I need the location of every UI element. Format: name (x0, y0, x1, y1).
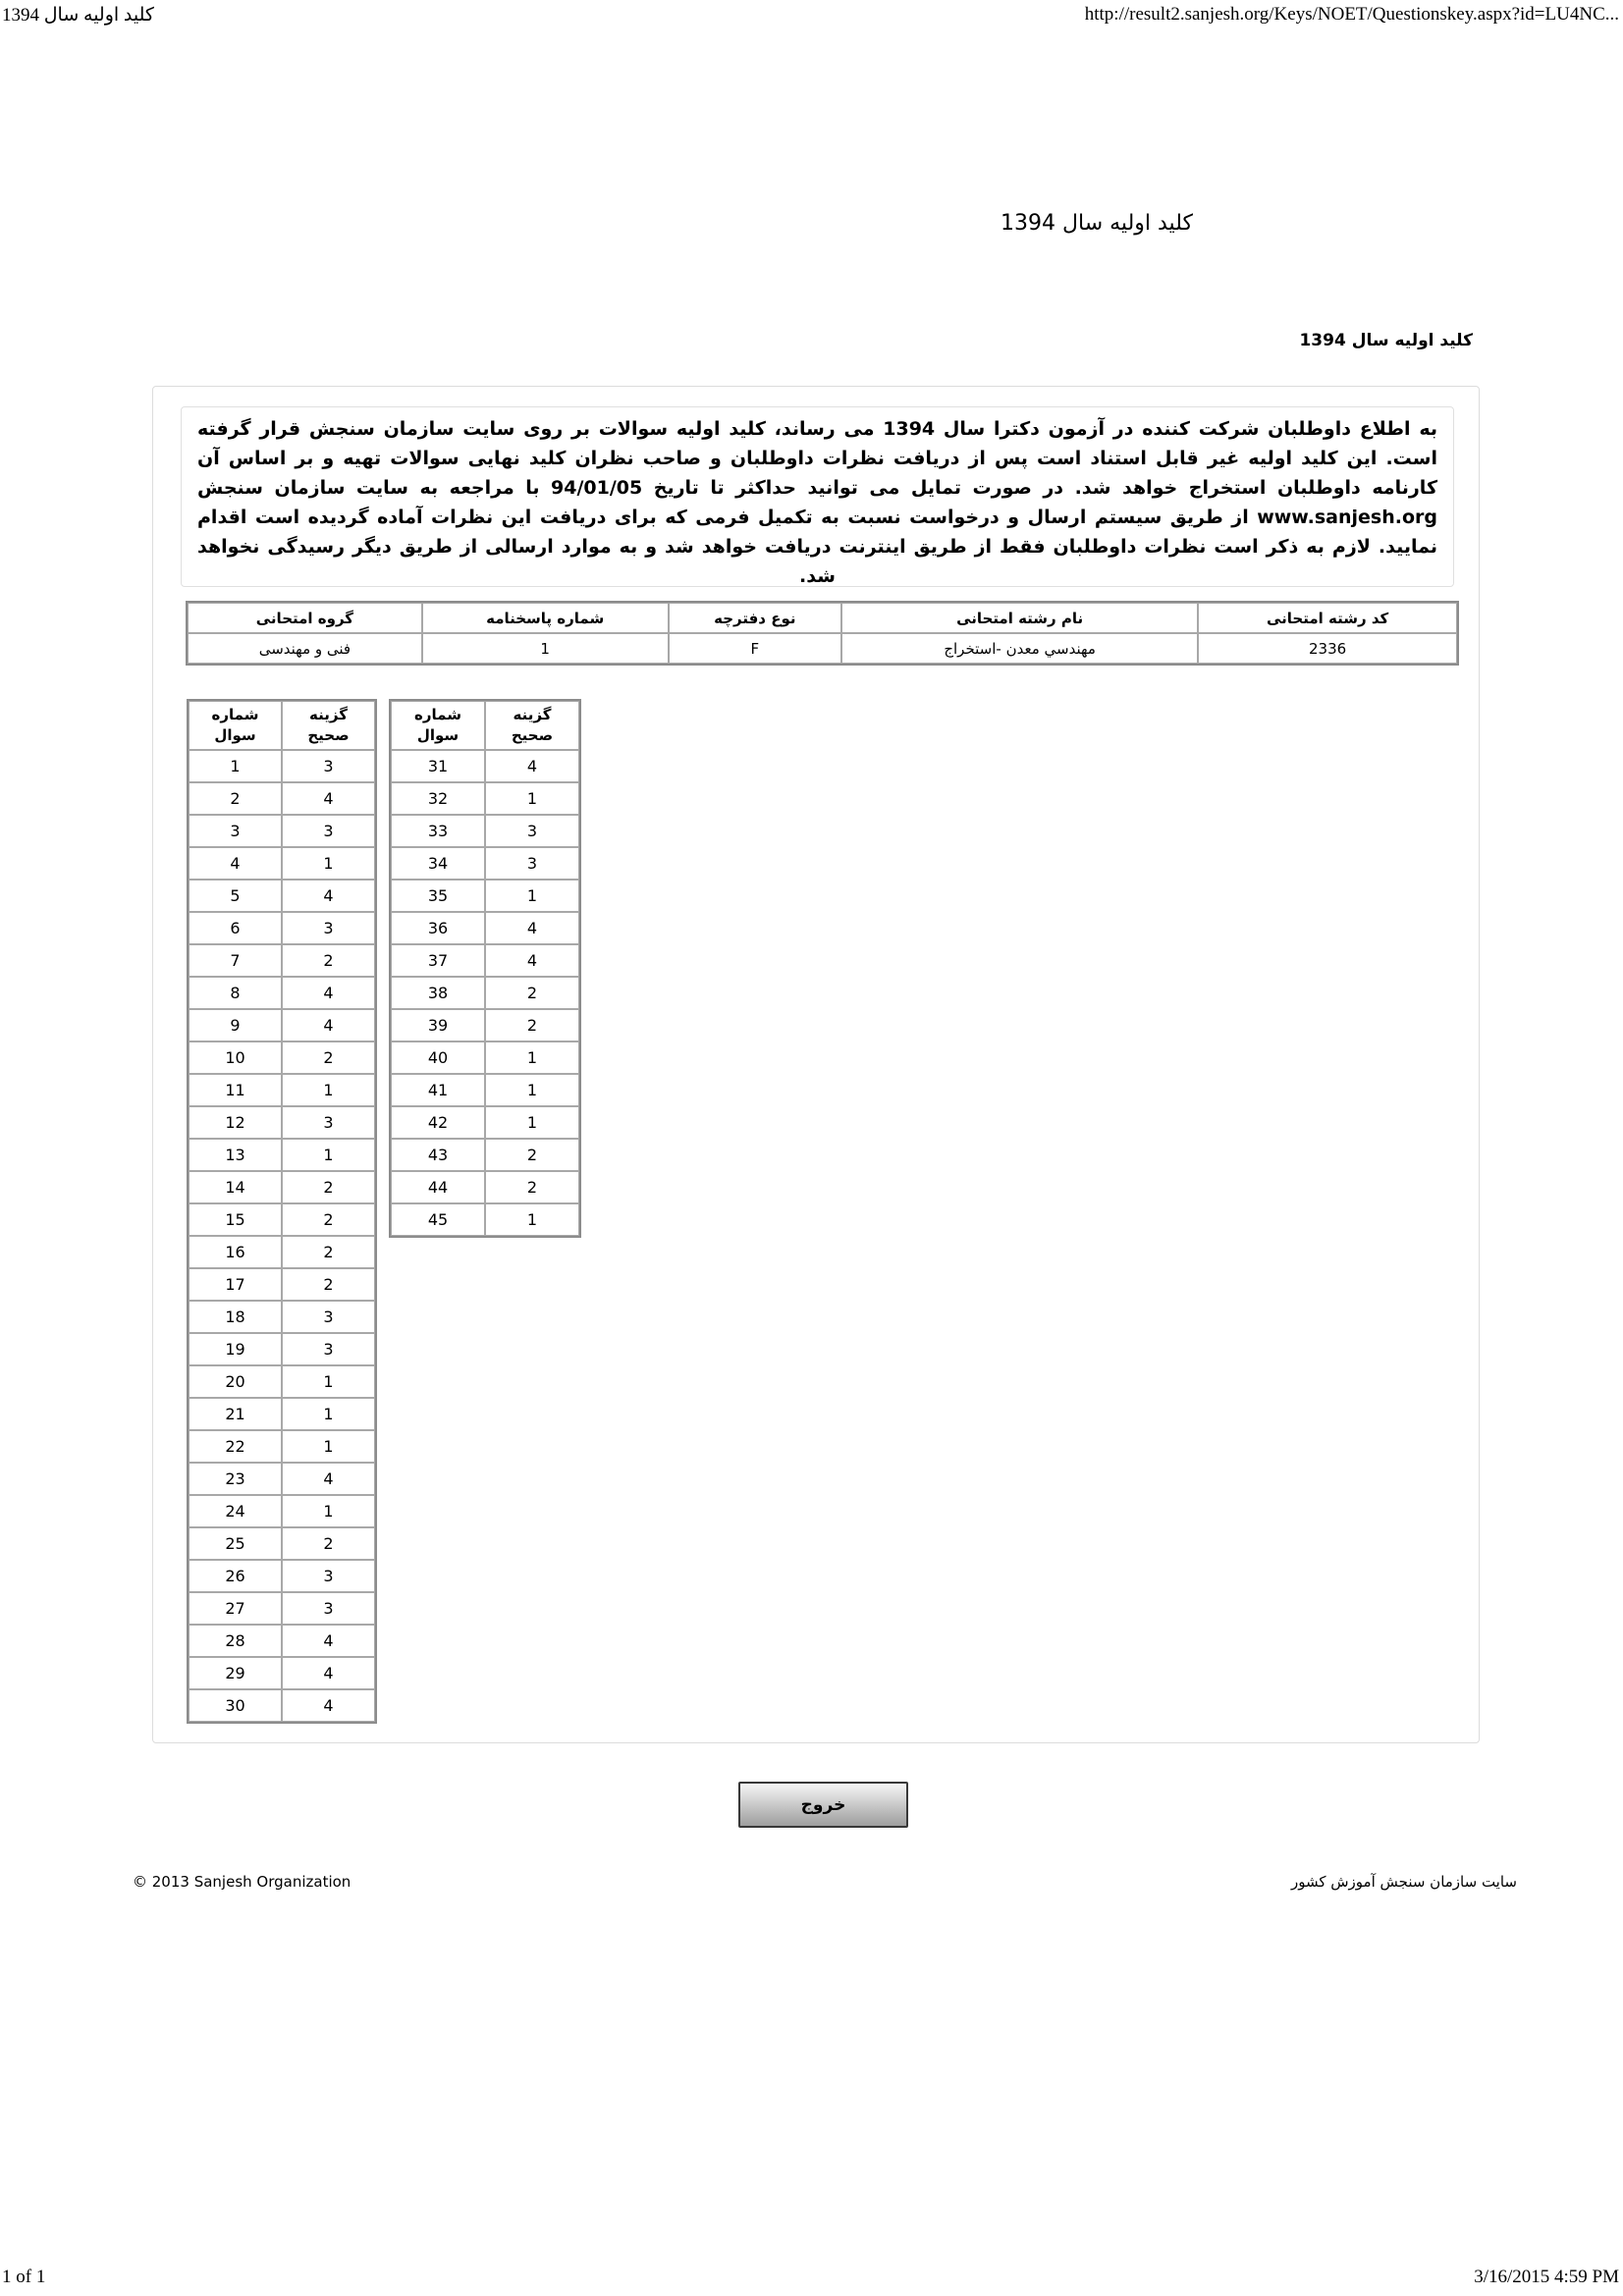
info-answersheet-number: 1 (422, 633, 669, 664)
copyright-text: © 2013 Sanjesh Organization (133, 1873, 352, 1891)
question-number: 20 (189, 1365, 282, 1398)
question-number: 6 (189, 912, 282, 944)
notice-text: به اطلاع داوطلبان شرکت کننده در آزمون دکترا سال 1394 می رساند، کلید اولیه سوالات بر روی سایت سازمان سنجش قرار گرفته است. این کلید اولیه غیر قابل استناد است پس از دریافت نظرات داوطلبان و صاحب نظران کلید نهایی سوالات تهیه و بر اساس آن کارنامه داوطلبان استخراج خواهد شد. در صورت تمایل می توانید حداکثر تا تاریخ 94/01/05 با مراجعه به سایت سازمان سنجش www.sanjesh.org از طریق سیستم ارسال و درخواست نسبت به تکمیل فرمی که برای دریافت این نظرات آماده گردیده است اقدام نمایید. لازم به ذکر است نظرات داوطلبان فقط از طریق اینترنت دریافت خواهد شد و به موارد ارسالی از طریق دیگر رسیدگی نخواهد شد. (181, 406, 1454, 587)
correct-option: 1 (485, 880, 579, 912)
site-name-text: سایت سازمان سنجش آموزش کشور (1290, 1873, 1517, 1891)
info-data-row (188, 633, 1457, 664)
print-datetime: 3/16/2015 4:59 PM (1474, 2267, 1619, 2287)
answer-row (189, 847, 375, 880)
question-number: 39 (391, 1009, 485, 1041)
correct-option: 3 (282, 912, 375, 944)
correct-option: 3 (485, 815, 579, 847)
answer-row (391, 1171, 579, 1203)
question-number: 24 (189, 1495, 282, 1527)
correct-option: 2 (282, 1527, 375, 1560)
question-number: 7 (189, 944, 282, 977)
correct-option: 4 (282, 1689, 375, 1722)
question-number: 12 (189, 1106, 282, 1139)
question-number: 17 (189, 1268, 282, 1301)
answer-row (189, 1268, 375, 1301)
answer-row (189, 1365, 375, 1398)
correct-option-header: گزینه صحیح (485, 701, 579, 750)
question-number: 44 (391, 1171, 485, 1203)
info-header-field-name: نام رشته امتحانی (841, 603, 1198, 633)
answer-row (189, 1236, 375, 1268)
question-number: 42 (391, 1106, 485, 1139)
correct-option: 1 (282, 1139, 375, 1171)
question-number: 5 (189, 880, 282, 912)
key-header-row (189, 701, 375, 750)
answer-key-table-2 (389, 699, 581, 1238)
question-number-header: شماره سوال (189, 701, 282, 750)
answer-row (391, 880, 579, 912)
answer-row (189, 1495, 375, 1527)
question-number: 15 (189, 1203, 282, 1236)
print-header-title: کلید اولیه سال 1394 (2, 5, 154, 26)
answer-row (189, 1657, 375, 1689)
info-header-exam-code: کد رشته امتحانی (1198, 603, 1457, 633)
content-panel (152, 386, 1480, 1743)
question-number: 22 (189, 1430, 282, 1463)
correct-option: 4 (485, 944, 579, 977)
correct-option: 3 (485, 847, 579, 880)
info-header-row (188, 603, 1457, 633)
answer-row (391, 977, 579, 1009)
correct-option: 1 (485, 782, 579, 815)
correct-option: 2 (282, 944, 375, 977)
answer-row (391, 1139, 579, 1171)
answer-row (391, 1106, 579, 1139)
info-field-name: مهندسي معدن -استخراج (841, 633, 1198, 664)
answer-row (391, 782, 579, 815)
question-number: 34 (391, 847, 485, 880)
key-header-row (391, 701, 579, 750)
question-number: 31 (391, 750, 485, 782)
correct-option: 4 (282, 880, 375, 912)
correct-option: 4 (282, 977, 375, 1009)
question-number: 27 (189, 1592, 282, 1625)
correct-option: 1 (282, 1074, 375, 1106)
question-number: 36 (391, 912, 485, 944)
question-number: 45 (391, 1203, 485, 1236)
correct-option-header: گزینه صحیح (282, 701, 375, 750)
answer-row (391, 750, 579, 782)
correct-option: 3 (282, 750, 375, 782)
answer-row (189, 1139, 375, 1171)
question-number: 8 (189, 977, 282, 1009)
info-exam-code: 2336 (1198, 633, 1457, 664)
correct-option: 1 (282, 1398, 375, 1430)
info-booklet-type: F (669, 633, 842, 664)
question-number: 28 (189, 1625, 282, 1657)
question-number: 40 (391, 1041, 485, 1074)
correct-option: 3 (282, 1333, 375, 1365)
page-subtitle: کلید اولیه سال 1394 (1299, 331, 1473, 350)
answer-row (391, 1009, 579, 1041)
answer-row (189, 1398, 375, 1430)
answer-row (189, 1301, 375, 1333)
question-number: 37 (391, 944, 485, 977)
exit-button[interactable]: خروج (738, 1782, 908, 1828)
answer-row (189, 1074, 375, 1106)
info-header-booklet-type: نوع دفترچه (669, 603, 842, 633)
correct-option: 3 (282, 1592, 375, 1625)
question-number: 19 (189, 1333, 282, 1365)
correct-option: 3 (282, 1106, 375, 1139)
answer-row (189, 1560, 375, 1592)
print-header-url: http://result2.sanjesh.org/Keys/NOET/Questionskey.aspx?id=LU4NC... (1084, 4, 1619, 25)
question-number: 32 (391, 782, 485, 815)
question-number: 3 (189, 815, 282, 847)
info-header-exam-group: گروه امتحانی (188, 603, 422, 633)
answer-row (189, 912, 375, 944)
answer-row (189, 1592, 375, 1625)
question-number-header: شماره سوال (391, 701, 485, 750)
correct-option: 2 (282, 1171, 375, 1203)
answer-row (391, 815, 579, 847)
question-number: 18 (189, 1301, 282, 1333)
answer-row (189, 1203, 375, 1236)
correct-option: 2 (282, 1041, 375, 1074)
page-number: 1 of 1 (2, 2267, 46, 2287)
answer-row (189, 815, 375, 847)
answer-row (391, 847, 579, 880)
answer-row (189, 1625, 375, 1657)
question-number: 10 (189, 1041, 282, 1074)
question-number: 23 (189, 1463, 282, 1495)
correct-option: 4 (282, 1009, 375, 1041)
info-header-answersheet-number: شماره پاسخنامه (422, 603, 669, 633)
correct-option: 1 (485, 1203, 579, 1236)
info-exam-group: فنی و مهندسی (188, 633, 422, 664)
correct-option: 3 (282, 1560, 375, 1592)
question-number: 43 (391, 1139, 485, 1171)
answer-row (391, 1203, 579, 1236)
correct-option: 1 (485, 1074, 579, 1106)
answer-row (189, 1041, 375, 1074)
answer-key-table-1 (187, 699, 377, 1724)
question-number: 29 (189, 1657, 282, 1689)
question-number: 4 (189, 847, 282, 880)
correct-option: 2 (485, 1139, 579, 1171)
question-number: 35 (391, 880, 485, 912)
answer-row (189, 1689, 375, 1722)
correct-option: 2 (282, 1236, 375, 1268)
question-number: 1 (189, 750, 282, 782)
question-number: 14 (189, 1171, 282, 1203)
answer-row (189, 1527, 375, 1560)
answer-row (189, 1333, 375, 1365)
answer-row (189, 1106, 375, 1139)
answer-row (189, 880, 375, 912)
correct-option: 4 (282, 1463, 375, 1495)
answer-row (391, 912, 579, 944)
correct-option: 2 (485, 1171, 579, 1203)
question-number: 30 (189, 1689, 282, 1722)
correct-option: 2 (485, 977, 579, 1009)
correct-option: 2 (485, 1009, 579, 1041)
correct-option: 3 (282, 815, 375, 847)
question-number: 11 (189, 1074, 282, 1106)
correct-option: 1 (485, 1041, 579, 1074)
answer-row (391, 1041, 579, 1074)
answer-row (189, 977, 375, 1009)
page-title: کلید اولیه سال 1394 (1001, 211, 1193, 236)
answer-row (391, 944, 579, 977)
correct-option: 2 (282, 1268, 375, 1301)
question-number: 16 (189, 1236, 282, 1268)
answer-row (189, 1430, 375, 1463)
correct-option: 4 (282, 1657, 375, 1689)
correct-option: 1 (485, 1106, 579, 1139)
answer-row (189, 782, 375, 815)
answer-row (391, 1074, 579, 1106)
correct-option: 1 (282, 1365, 375, 1398)
question-number: 13 (189, 1139, 282, 1171)
question-number: 25 (189, 1527, 282, 1560)
question-number: 41 (391, 1074, 485, 1106)
correct-option: 4 (282, 1625, 375, 1657)
correct-option: 3 (282, 1301, 375, 1333)
answer-row (189, 1171, 375, 1203)
question-number: 9 (189, 1009, 282, 1041)
correct-option: 2 (282, 1203, 375, 1236)
question-number: 26 (189, 1560, 282, 1592)
question-number: 38 (391, 977, 485, 1009)
correct-option: 1 (282, 847, 375, 880)
question-number: 21 (189, 1398, 282, 1430)
answer-row (189, 750, 375, 782)
answer-row (189, 1009, 375, 1041)
correct-option: 4 (485, 912, 579, 944)
answer-row (189, 1463, 375, 1495)
answer-row (189, 944, 375, 977)
correct-option: 4 (485, 750, 579, 782)
correct-option: 1 (282, 1430, 375, 1463)
question-number: 33 (391, 815, 485, 847)
exam-info-table (186, 601, 1459, 666)
correct-option: 1 (282, 1495, 375, 1527)
correct-option: 4 (282, 782, 375, 815)
question-number: 2 (189, 782, 282, 815)
